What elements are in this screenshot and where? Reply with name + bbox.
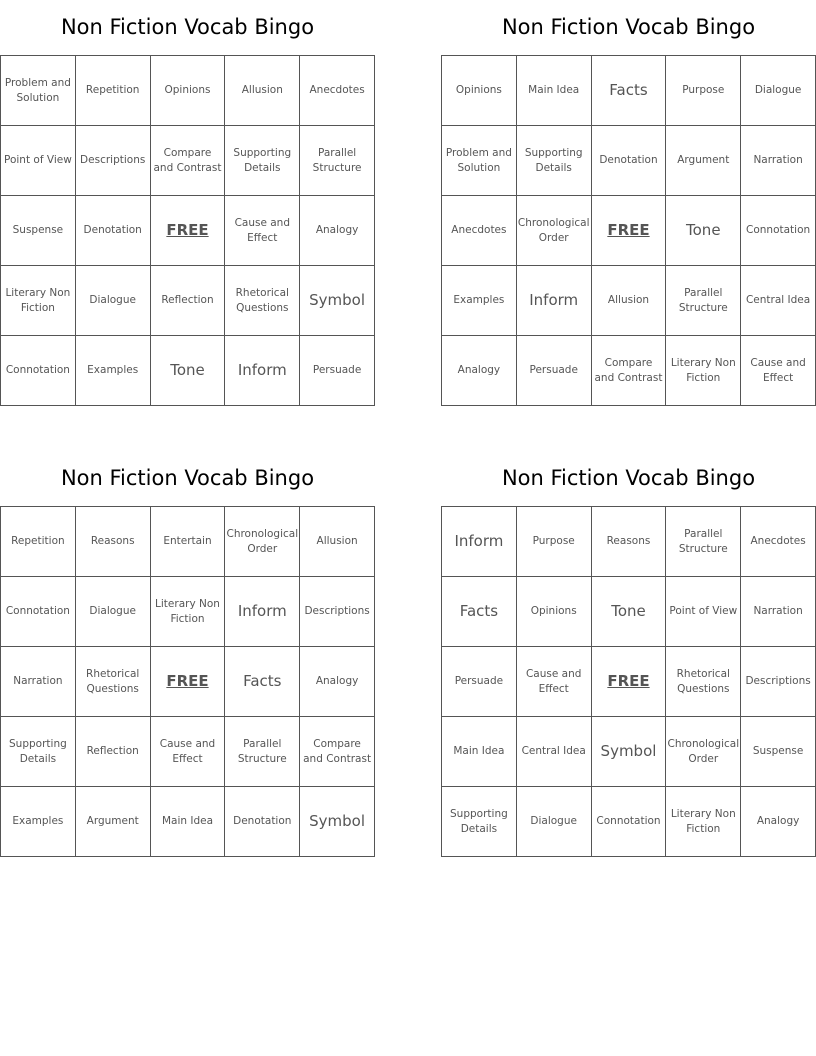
bingo-cell: Reflection <box>76 717 151 787</box>
bingo-cell: Opinions <box>517 577 592 647</box>
bingo-cell: Persuade <box>300 336 375 406</box>
bingo-cell: Narration <box>741 577 816 647</box>
bingo-cell: Persuade <box>442 647 517 717</box>
bingo-cell: Symbol <box>300 787 375 857</box>
bingo-cell: Supporting Details <box>517 126 592 196</box>
bingo-cell: Descriptions <box>300 577 375 647</box>
bingo-cell: Descriptions <box>76 126 151 196</box>
bingo-cell: Facts <box>592 56 667 126</box>
bingo-cell: Reasons <box>76 507 151 577</box>
bingo-cell: Tone <box>151 336 226 406</box>
bingo-cell: Dialogue <box>741 56 816 126</box>
bingo-cell: Denotation <box>76 196 151 266</box>
bingo-cell: Chronological Order <box>225 507 300 577</box>
card-title: Non Fiction Vocab Bingo <box>60 15 315 39</box>
bingo-card-1 <box>0 0 375 406</box>
bingo-cell: Inform <box>225 577 300 647</box>
bingo-cell: Analogy <box>442 336 517 406</box>
bingo-cell: Rhetorical Questions <box>225 266 300 336</box>
bingo-cell: Narration <box>741 126 816 196</box>
bingo-cell: Rhetorical Questions <box>76 647 151 717</box>
bingo-cell: Compare and Contrast <box>300 717 375 787</box>
bingo-cell: Inform <box>225 336 300 406</box>
bingo-card-2 <box>441 0 816 406</box>
bingo-cell: Anecdotes <box>300 56 375 126</box>
bingo-cell: Cause and Effect <box>225 196 300 266</box>
bingo-cell: Dialogue <box>76 577 151 647</box>
free-space-cell: FREE <box>592 647 667 717</box>
bingo-card-3 <box>0 451 375 857</box>
bingo-cell: Central Idea <box>517 717 592 787</box>
bingo-cell: Compare and Contrast <box>592 336 667 406</box>
free-space-cell: FREE <box>592 196 667 266</box>
bingo-cell: Cause and Effect <box>741 336 816 406</box>
bingo-grid <box>441 55 816 406</box>
bingo-cell: Main Idea <box>442 717 517 787</box>
card-title: Non Fiction Vocab Bingo <box>501 466 756 490</box>
bingo-cell: Inform <box>442 507 517 577</box>
bingo-cell: Connotation <box>592 787 667 857</box>
bingo-cell: Chronological Order <box>666 717 741 787</box>
bingo-cell: Denotation <box>592 126 667 196</box>
bingo-cell: Allusion <box>225 56 300 126</box>
bingo-cell: Point of View <box>1 126 76 196</box>
bingo-cell: Anecdotes <box>741 507 816 577</box>
bingo-cell: Repetition <box>1 507 76 577</box>
bingo-cell: Facts <box>442 577 517 647</box>
bingo-cell: Examples <box>1 787 76 857</box>
bingo-cell: Persuade <box>517 336 592 406</box>
bingo-cell: Opinions <box>151 56 226 126</box>
bingo-cell: Literary Non Fiction <box>151 577 226 647</box>
bingo-cell: Literary Non Fiction <box>666 787 741 857</box>
bingo-cell: Symbol <box>300 266 375 336</box>
bingo-cell: Rhetorical Questions <box>666 647 741 717</box>
bingo-cell: Denotation <box>225 787 300 857</box>
bingo-cell: Connotation <box>741 196 816 266</box>
bingo-cell: Supporting Details <box>1 717 76 787</box>
bingo-cell: Connotation <box>1 577 76 647</box>
bingo-cell: Problem and Solution <box>442 126 517 196</box>
bingo-cell: Anecdotes <box>442 196 517 266</box>
bingo-cell: Supporting Details <box>225 126 300 196</box>
free-space-cell: FREE <box>151 647 226 717</box>
bingo-cell: Analogy <box>300 196 375 266</box>
bingo-cell: Supporting Details <box>442 787 517 857</box>
bingo-cell: Argument <box>666 126 741 196</box>
bingo-cell: Central Idea <box>741 266 816 336</box>
bingo-cell: Suspense <box>1 196 76 266</box>
bingo-cell: Literary Non Fiction <box>666 336 741 406</box>
bingo-cell: Entertain <box>151 507 226 577</box>
card-title: Non Fiction Vocab Bingo <box>60 466 315 490</box>
bingo-cell: Allusion <box>300 507 375 577</box>
bingo-cell: Literary Non Fiction <box>1 266 76 336</box>
bingo-cell: Allusion <box>592 266 667 336</box>
free-space-cell: FREE <box>151 196 226 266</box>
bingo-grid <box>0 55 375 406</box>
bingo-card-4 <box>441 451 816 857</box>
bingo-cell: Reasons <box>592 507 667 577</box>
bingo-cell: Analogy <box>300 647 375 717</box>
bingo-cell: Reflection <box>151 266 226 336</box>
bingo-cell: Opinions <box>442 56 517 126</box>
bingo-cell: Analogy <box>741 787 816 857</box>
bingo-cell: Chronological Order <box>517 196 592 266</box>
bingo-cell: Repetition <box>76 56 151 126</box>
bingo-cell: Symbol <box>592 717 667 787</box>
bingo-cell: Purpose <box>517 507 592 577</box>
bingo-cell: Point of View <box>666 577 741 647</box>
bingo-cell: Parallel Structure <box>666 507 741 577</box>
bingo-cell: Examples <box>442 266 517 336</box>
bingo-cell: Facts <box>225 647 300 717</box>
bingo-cell: Narration <box>1 647 76 717</box>
bingo-cell: Dialogue <box>76 266 151 336</box>
bingo-cell: Tone <box>592 577 667 647</box>
bingo-cell: Dialogue <box>517 787 592 857</box>
bingo-cell: Purpose <box>666 56 741 126</box>
bingo-cell: Argument <box>76 787 151 857</box>
bingo-cell: Connotation <box>1 336 76 406</box>
bingo-cell: Tone <box>666 196 741 266</box>
bingo-cell: Inform <box>517 266 592 336</box>
bingo-cell: Examples <box>76 336 151 406</box>
bingo-cell: Parallel Structure <box>666 266 741 336</box>
bingo-cell: Parallel Structure <box>225 717 300 787</box>
bingo-cell: Compare and Contrast <box>151 126 226 196</box>
bingo-cell: Descriptions <box>741 647 816 717</box>
bingo-grid <box>0 506 375 857</box>
bingo-cell: Parallel Structure <box>300 126 375 196</box>
bingo-cell: Cause and Effect <box>151 717 226 787</box>
bingo-cell: Cause and Effect <box>517 647 592 717</box>
bingo-cell: Problem and Solution <box>1 56 76 126</box>
bingo-cell: Main Idea <box>151 787 226 857</box>
bingo-grid <box>441 506 816 857</box>
bingo-cell: Suspense <box>741 717 816 787</box>
card-title: Non Fiction Vocab Bingo <box>501 15 756 39</box>
bingo-cell: Main Idea <box>517 56 592 126</box>
